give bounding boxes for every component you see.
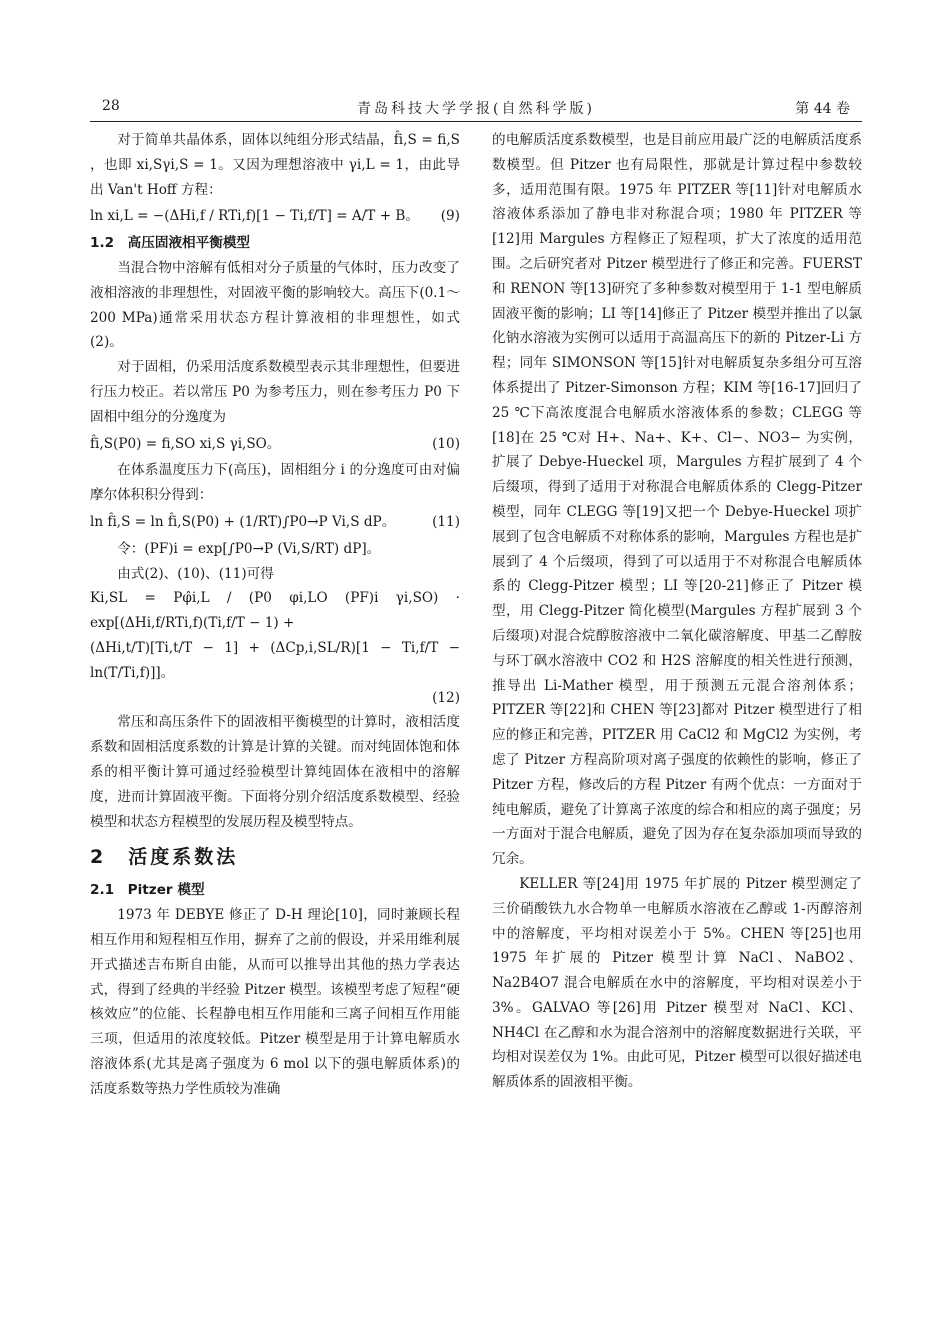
equation-number: (12) [432,689,460,706]
paragraph: 对于固相，仍采用活度系数模型表示其非理想性，但要进行压力校正。若以常压 P0 为参考压力，则在参考压力 P0 下固相中组分的分逸度为 [90,359,460,425]
left-column [90,128,460,1101]
equation-12-line1: Ki,SL = Pφ̂i,L / (P0 φi,LO (PF)i γi,SO) · exp[(ΔHi,f/RTi,f)(Ti,f/T − 1) + [90,590,460,632]
equation-text: ln xi,L = −(ΔHi,f / RTi,f)[1 − Ti,f/T] = A/T + B。 [90,208,419,225]
paragraph: 在体系温度压力下(高压)，固相组分 i 的分逸度可由对偏摩尔体积积分得到： [90,462,460,504]
equation-pf: 令：(PF)i = exp[∫P0→P (Vi,S/RT) dP]。 [117,540,381,557]
section-heading: 2.1 Pitzer 模型 [90,882,205,899]
equation-12-line2: (ΔHi,t/T)[Ti,t/T − 1] + (ΔCp,i,SL/R)[1 − Ti,f/T − ln(T/Ti,f)]]。 [90,639,460,681]
equation-number: (10) [432,435,460,452]
equation-10 [90,432,460,457]
section-heading: 1.2 高压固液相平衡模型 [90,235,251,252]
right-column [492,128,862,1095]
journal-title: 青岛科技大学学报(自然科学版) [357,101,595,117]
paragraph: 对于简单共晶体系，固体以纯组分形式结晶，f̂i,S = fi,S ，也即 xi,Sγi,S = 1。又因为理想溶液中 γi,L = 1，由此导出 Van't Hoff 方程： [90,132,460,198]
equation-text: f̂i,S(P0) = fi,SO xi,S γi,SO。 [90,435,281,452]
equation-number: (9) [440,208,460,225]
volume-label: 第 44 卷 [795,101,850,117]
paragraph: 当混合物中溶解有低相对分子质量的气体时，压力改变了液相溶液的非理想性，对固液平衡的影响较大。高压下(0.1～200 MPa)通常采用状态方程计算液相的非理想性，如式(2)。 [90,259,460,351]
equation-text: ln f̂i,S = ln f̂i,S(P0) + (1/RT)∫P0→P Vi,S dP。 [90,513,396,530]
page-number: 28 [102,98,120,114]
paragraph: 1973 年 DEBYE 修正了 D-H 理论[10]，同时兼顾长程相互作用和短程相互作用，摒弃了之前的假设，并采用维利展开式描述吉布斯自由能，从而可以推导出其他的热力学表达式，得到了经典的半经验 Pitzer 模型。该模型考虑了短程“硬核效应”的位能、长程静电相互作用能和三离子间相互作用能三项，但适用的浓度较低。Pitzer 模型是用于计算电解质水溶液体系(尤其是离子强度为 6 mol 以下的强电解质体系)的活度系数等热力学性质较为准确 [90,907,460,1097]
paragraph: 由式(2)、(10)、(11)可得 [117,565,274,582]
paragraph: 的电解质活度系数模型，也是目前应用最广泛的电解质活度系数模型。但 Pitzer 也有局限性，那就是计算过程中参数较多，适用范围有限。1975 年 PITZER 等[11]针对电解质水溶液体系添加了静电非对称混合项；1980 年 PITZER 等[12]用 Margules 方程修正了短程项，扩大了浓度的适用范围。之后研究者对 Pitzer 模型进行了修正和完善。FUERST 和 RENON 等[13]研究了多种参数对模型用于 1-1 型电解质固液平衡的影响；LI 等[14]修正了 Pitzer 模型并推出了以氯化钠水溶液为实例可以适用于高温高压下的新的 Pitzer-Li 方程；同年 SIMONSON 等[15]针对电解质复杂多组分可互溶体系提出了 Pitzer-Simonson 方程；KIM 等[16-17]回归了 25 ℃下高浓度混合电解质水溶液体系的参数；CLEGG 等[18]在 25 ℃对 H+、Na+、K+、Cl−、NO3− 为实例，扩展了 Debye-Hueckel 项，Margules 方程扩展到了 4 个后缀项，得到了适用于对称混合电解质体系的 Clegg-Pitzer 模型，同年 CLEGG 等[19]又把一个 Debye-Hueckel 项扩展到了包含电解质不对称体系的影响，Margules 方程也是扩展到了 4 个后缀项，得到了可以适用于不对称混合电解质体系的 Clegg-Pitzer 模型；LI 等[20-21]修正了 Pitzer 模型，用 Clegg-Pitzer 简化模型(Margules 方程扩展到 3 个后缀项)对混合烷醇胺溶液中二氧化碳溶解度、甲基二乙醇胺与环丁砜水溶液中 CO2 和 H2S 溶解度的相关性进行预测，推导出 Li-Mather 模型，用于预测五元混合溶剂体系；PITZER 等[22]和 CHEN 等[23]都对 Pitzer 模型进行了相应的修正和完善，PITZER 用 CaCl2 和 MgCl2 为实例，考虑了 Pitzer 方程高阶项对离子强度的依赖性的影响，修正了 Pitzer 方程，修改后的方程 Pitzer 有两个优点：一方面对于纯电解质，避免了计算离子浓度的综合和相应的离子强度；另一方面对于混合电解质，避免了因为存在复杂添加项而导致的冗余。 [492,132,862,868]
paragraph: KELLER 等[24]用 1975 年扩展的 Pitzer 模型测定了三价硝酸铁九水合物单一电解质水溶液在乙醇或 1-丙醇溶剂中的溶解度，平均相对误差小于 5%。CHEN 等[25]也用 1975 年扩展的 Pitzer 模型计算 NaCl、NaBO2、Na2B4O7 混合电解质在水中的溶解度，平均相对误差小于 3%。GALVAO 等[26]用 Pitzer 模型对 NaCl、KCl、NH4Cl 在乙醇和水为混合溶剂中的溶解度数据进行关联，平均相对误差仅为 1%。由此可见，Pitzer 模型可以很好描述电解质体系的固液相平衡。 [492,875,862,1091]
section-heading-2: 2 活度系数法 [90,846,239,869]
equation-11 [90,510,460,535]
equation-number: (11) [432,513,460,530]
equation-9 [90,204,460,229]
paragraph: 常压和高压条件下的固液相平衡模型的计算时，液相活度系数和固相活度系数的计算是计算的关键。而对纯固体饱和体系的相平衡计算可通过经验模型计算纯固体在液相中的溶解度，进而计算固液平衡。下面将分别介绍活度系数模型、经验模型和状态方程模型的发展历程及模型特点。 [90,714,460,830]
header-rule [90,121,862,122]
running-header [90,96,862,122]
